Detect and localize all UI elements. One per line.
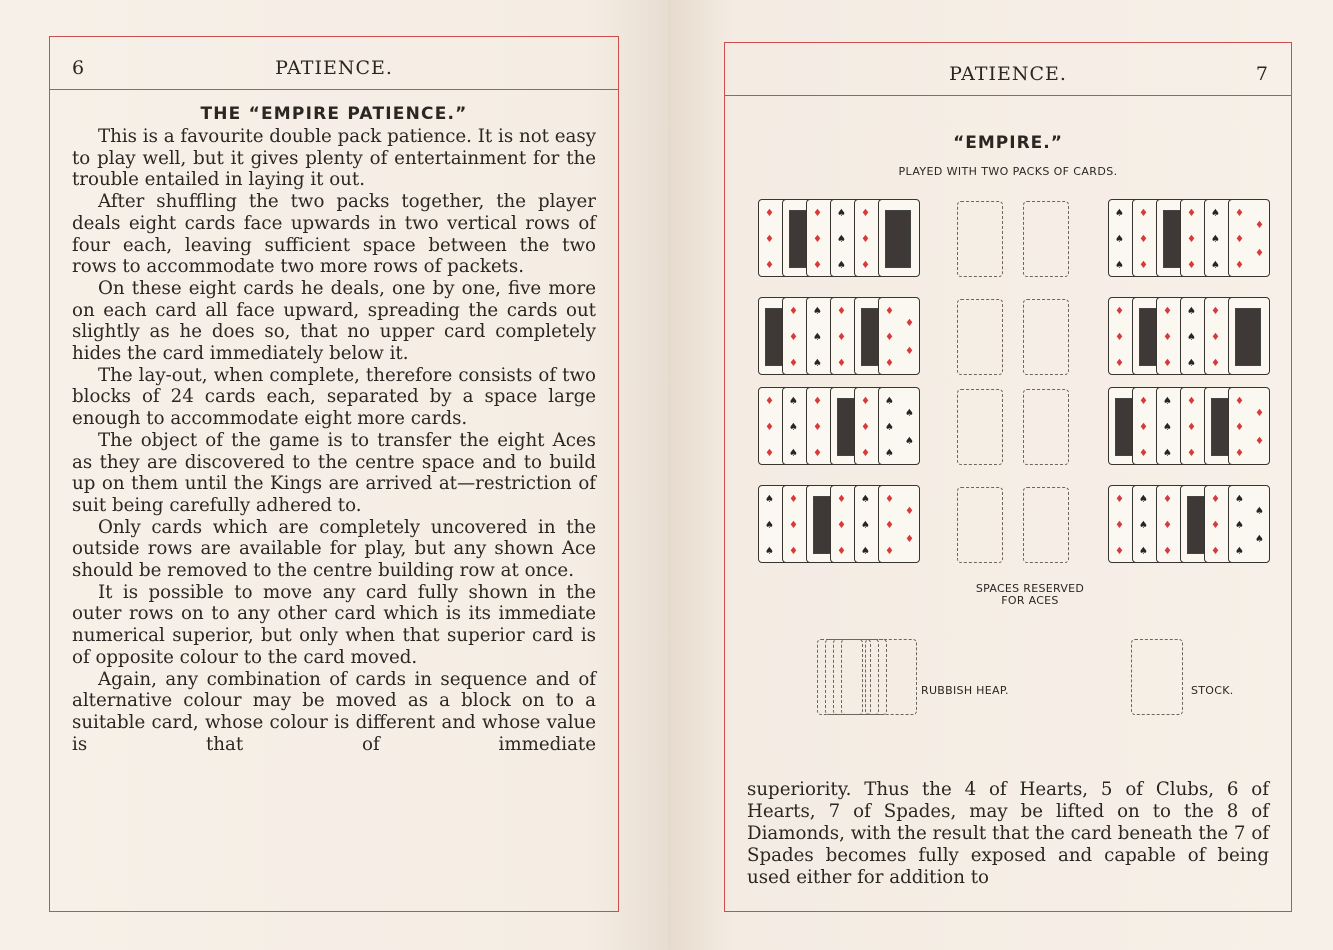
suit-pip: ♦ — [1115, 332, 1124, 343]
suit-pip: ♠ — [789, 448, 798, 459]
card-packet — [1108, 199, 1278, 279]
suit-pip: ♠ — [1139, 546, 1148, 557]
suit-pip: ♦ — [789, 494, 798, 505]
card-packet — [1108, 485, 1278, 565]
suit-pip: ♦ — [861, 260, 870, 271]
suit-pip: ♦ — [1139, 396, 1148, 407]
suit-pip: ♦ — [765, 260, 774, 271]
suit-pip: ♠ — [1255, 506, 1264, 517]
card-packet — [1108, 297, 1278, 377]
suit-pip: ♦ — [837, 520, 846, 531]
suit-pip: ♦ — [1187, 260, 1196, 271]
suit-pip: ♠ — [1115, 234, 1124, 245]
suit-pip: ♦ — [1115, 546, 1124, 557]
suit-pip: ♠ — [813, 358, 822, 369]
suit-pip: ♠ — [1235, 546, 1244, 557]
paragraph: The object of the game is to transfer the eight Aces as they are discovered to the centre space and to build up on them until the Kings are arrived at—restriction of suit being carefully adhered to. — [72, 429, 596, 516]
suit-pip: ♦ — [765, 234, 774, 245]
right-page — [668, 0, 1333, 950]
suit-pip: ♠ — [885, 396, 894, 407]
suit-pip: ♦ — [1187, 208, 1196, 219]
ace-space-slot — [1023, 389, 1069, 465]
suit-pip: ♠ — [1115, 260, 1124, 271]
card-packet — [758, 387, 928, 467]
page-number: 6 — [72, 57, 86, 79]
suit-pip: ♦ — [1235, 448, 1244, 459]
paragraph: After shuffling the two packs together, the player deals eight cards face upwards in two vertical rows of four each, leaving sufficient space between the two rows to accommodate two more rows of packets. — [72, 191, 596, 278]
suit-pip: ♦ — [861, 208, 870, 219]
suit-pip: ♦ — [837, 494, 846, 505]
suit-pip: ♦ — [905, 534, 914, 545]
suit-pip: ♦ — [837, 546, 846, 557]
suit-pip: ♦ — [1211, 332, 1220, 343]
suit-pip: ♦ — [789, 520, 798, 531]
suit-pip: ♠ — [765, 520, 774, 531]
suit-pip: ♦ — [1255, 436, 1264, 447]
top-card — [878, 387, 920, 465]
top-card — [1228, 297, 1270, 375]
suit-pip: ♠ — [861, 520, 870, 531]
ace-space-slot — [1023, 201, 1069, 277]
suit-pip: ♠ — [813, 332, 822, 343]
suit-pip: ♠ — [837, 260, 846, 271]
paragraph: On these eight cards he deals, one by one, five more on each card all face upward, spreading the cards out slightly as he does so, that no upper card completely hides the card immediately below it. — [72, 277, 596, 365]
suit-pip: ♠ — [905, 408, 914, 419]
top-card — [1228, 387, 1270, 465]
paragraph: It is possible to move any card fully shown in the outer rows on to any other card which is its immediate numerical superior, but only when that superior card is of opposite colour to the card moved. — [72, 581, 596, 668]
card-packet — [758, 485, 928, 565]
suit-pip: ♦ — [1235, 396, 1244, 407]
suit-pip: ♠ — [789, 422, 798, 433]
suit-pip: ♦ — [1139, 234, 1148, 245]
suit-pip: ♠ — [1115, 208, 1124, 219]
suit-pip: ♠ — [1139, 520, 1148, 531]
suit-pip: ♦ — [1235, 208, 1244, 219]
suit-pip: ♦ — [789, 306, 798, 317]
suit-pip: ♠ — [837, 208, 846, 219]
suit-pip: ♦ — [837, 306, 846, 317]
suit-pip: ♠ — [1211, 208, 1220, 219]
suit-pip: ♦ — [1115, 520, 1124, 531]
suit-pip: ♦ — [1187, 448, 1196, 459]
suit-pip: ♦ — [1163, 358, 1172, 369]
suit-pip: ♠ — [1163, 422, 1172, 433]
suit-pip: ♠ — [837, 234, 846, 245]
suit-pip: ♦ — [813, 422, 822, 433]
suit-pip: ♠ — [1235, 520, 1244, 531]
top-card — [1228, 199, 1270, 277]
suit-pip: ♠ — [1211, 234, 1220, 245]
suit-pip: ♦ — [765, 422, 774, 433]
suit-pip: ♠ — [813, 306, 822, 317]
suit-pip: ♦ — [1163, 520, 1172, 531]
suit-pip: ♦ — [813, 234, 822, 245]
suit-pip: ♦ — [789, 358, 798, 369]
suit-pip: ♠ — [1187, 306, 1196, 317]
suit-pip: ♠ — [905, 436, 914, 447]
running-title: PATIENCE. — [275, 57, 393, 79]
suit-pip: ♦ — [885, 306, 894, 317]
suit-pip: ♦ — [861, 448, 870, 459]
paragraph: Only cards which are completely uncovered in the outside rows are available for play, but any shown Ace should be removed to the centre building row at once. — [72, 516, 596, 582]
suit-pip: ♦ — [905, 346, 914, 357]
suit-pip: ♠ — [861, 494, 870, 505]
suit-pip: ♦ — [1115, 494, 1124, 505]
card-packet — [758, 199, 928, 279]
suit-pip: ♦ — [837, 358, 846, 369]
suit-pip: ♦ — [885, 332, 894, 343]
suit-pip: ♠ — [765, 494, 774, 505]
suit-pip: ♠ — [1187, 332, 1196, 343]
suit-pip: ♦ — [813, 448, 822, 459]
suit-pip: ♦ — [885, 546, 894, 557]
card-packet — [758, 297, 928, 377]
suit-pip: ♦ — [1163, 332, 1172, 343]
suit-pip: ♦ — [789, 332, 798, 343]
left-running-head — [50, 51, 618, 90]
top-card — [878, 199, 920, 277]
stock-slot — [1131, 639, 1183, 715]
suit-pip: ♦ — [1139, 448, 1148, 459]
suit-pip: ♦ — [1163, 306, 1172, 317]
court-card-picture — [885, 210, 911, 268]
suit-pip: ♠ — [1163, 448, 1172, 459]
suit-pip: ♦ — [1255, 220, 1264, 231]
suit-pip: ♦ — [1139, 260, 1148, 271]
left-page-frame — [49, 36, 619, 912]
suit-pip: ♦ — [1211, 494, 1220, 505]
suit-pip: ♠ — [1211, 260, 1220, 271]
suit-pip: ♠ — [765, 546, 774, 557]
suit-pip: ♦ — [789, 546, 798, 557]
suit-pip: ♦ — [1235, 234, 1244, 245]
rubbish-heap-label: RUBBISH HEAP. — [921, 684, 1009, 697]
suit-pip: ♦ — [1211, 306, 1220, 317]
spaces-reserved-line1: SPACES RESERVED — [975, 582, 1085, 595]
suit-pip: ♦ — [1211, 520, 1220, 531]
suit-pip: ♠ — [861, 546, 870, 557]
suit-pip: ♦ — [861, 396, 870, 407]
page-number: 7 — [1255, 63, 1269, 85]
suit-pip: ♦ — [1163, 546, 1172, 557]
right-body-text — [747, 779, 1269, 889]
ace-space-slot — [957, 299, 1003, 375]
right-running-head — [725, 57, 1291, 96]
right-page-frame — [724, 42, 1292, 912]
paragraph: superiority. Thus the 4 of Hearts, 5 of Clubs, 6 of Hearts, 7 of Spades, may be lifted on to the 8 of Diamonds, with the result that the card beneath the 7 of Spades becomes fully exposed and capable of being used either for addition to — [747, 779, 1269, 888]
paragraph: This is a favourite double pack patience. It is not easy to play well, but it gives plenty of entertainment for the trouble entailed in laying it out. — [72, 126, 596, 191]
suit-pip: ♦ — [813, 208, 822, 219]
spaces-reserved-label — [955, 583, 1105, 607]
suit-pip: ♠ — [1163, 396, 1172, 407]
ace-space-slot — [957, 389, 1003, 465]
paragraph: The lay-out, when complete, therefore consists of two blocks of 24 cards each, separated by a space large enough to accommodate eight more cards. — [72, 364, 596, 430]
suit-pip: ♦ — [765, 208, 774, 219]
suit-pip: ♠ — [789, 396, 798, 407]
ace-space-slot — [957, 201, 1003, 277]
suit-pip: ♦ — [765, 448, 774, 459]
section-heading: THE “EMPIRE PATIENCE.” — [200, 104, 468, 124]
suit-pip: ♦ — [813, 396, 822, 407]
suit-pip: ♦ — [1235, 260, 1244, 271]
suit-pip: ♦ — [1211, 546, 1220, 557]
suit-pip: ♦ — [1139, 422, 1148, 433]
ace-space-slot — [1023, 487, 1069, 563]
suit-pip: ♠ — [1187, 358, 1196, 369]
suit-pip: ♦ — [1211, 358, 1220, 369]
suit-pip: ♦ — [885, 358, 894, 369]
suit-pip: ♦ — [885, 520, 894, 531]
stock-label: STOCK. — [1191, 684, 1234, 697]
suit-pip: ♦ — [1115, 358, 1124, 369]
suit-pip: ♠ — [1255, 534, 1264, 545]
suit-pip: ♦ — [1115, 306, 1124, 317]
suit-pip: ♠ — [1139, 494, 1148, 505]
spaces-reserved-line2: FOR ACES — [1001, 594, 1059, 607]
suit-pip: ♦ — [1235, 422, 1244, 433]
paragraph: Again, any combination of cards in sequence and of alternative colour may be moved as a block on to a suitable card, whose colour is different and whose value is that of immediate — [72, 668, 596, 755]
suit-pip: ♦ — [765, 396, 774, 407]
court-card-picture — [1235, 308, 1261, 366]
left-body-text — [72, 103, 596, 755]
top-card — [878, 297, 920, 375]
suit-pip: ♦ — [905, 318, 914, 329]
suit-pip: ♠ — [885, 448, 894, 459]
ace-space-slot — [957, 487, 1003, 563]
suit-pip: ♦ — [1187, 234, 1196, 245]
suit-pip: ♦ — [837, 332, 846, 343]
suit-pip: ♦ — [885, 494, 894, 505]
suit-pip: ♦ — [1255, 408, 1264, 419]
suit-pip: ♦ — [1163, 494, 1172, 505]
diagram-subtitle: PLAYED WITH TWO PACKS OF CARDS. — [898, 165, 1118, 178]
top-card — [1228, 485, 1270, 563]
suit-pip: ♦ — [861, 234, 870, 245]
suit-pip: ♦ — [1139, 208, 1148, 219]
diagram-title: “EMPIRE.” — [953, 133, 1063, 153]
card-packet — [1108, 387, 1278, 467]
suit-pip: ♦ — [1255, 248, 1264, 259]
top-card — [878, 485, 920, 563]
rubbish-heap-slot — [865, 639, 917, 715]
suit-pip: ♠ — [1235, 494, 1244, 505]
suit-pip: ♦ — [905, 506, 914, 517]
suit-pip: ♦ — [1187, 396, 1196, 407]
ace-space-slot — [1023, 299, 1069, 375]
running-title: PATIENCE. — [949, 63, 1067, 85]
suit-pip: ♦ — [1187, 422, 1196, 433]
suit-pip: ♦ — [861, 422, 870, 433]
suit-pip: ♦ — [813, 260, 822, 271]
suit-pip: ♠ — [885, 422, 894, 433]
